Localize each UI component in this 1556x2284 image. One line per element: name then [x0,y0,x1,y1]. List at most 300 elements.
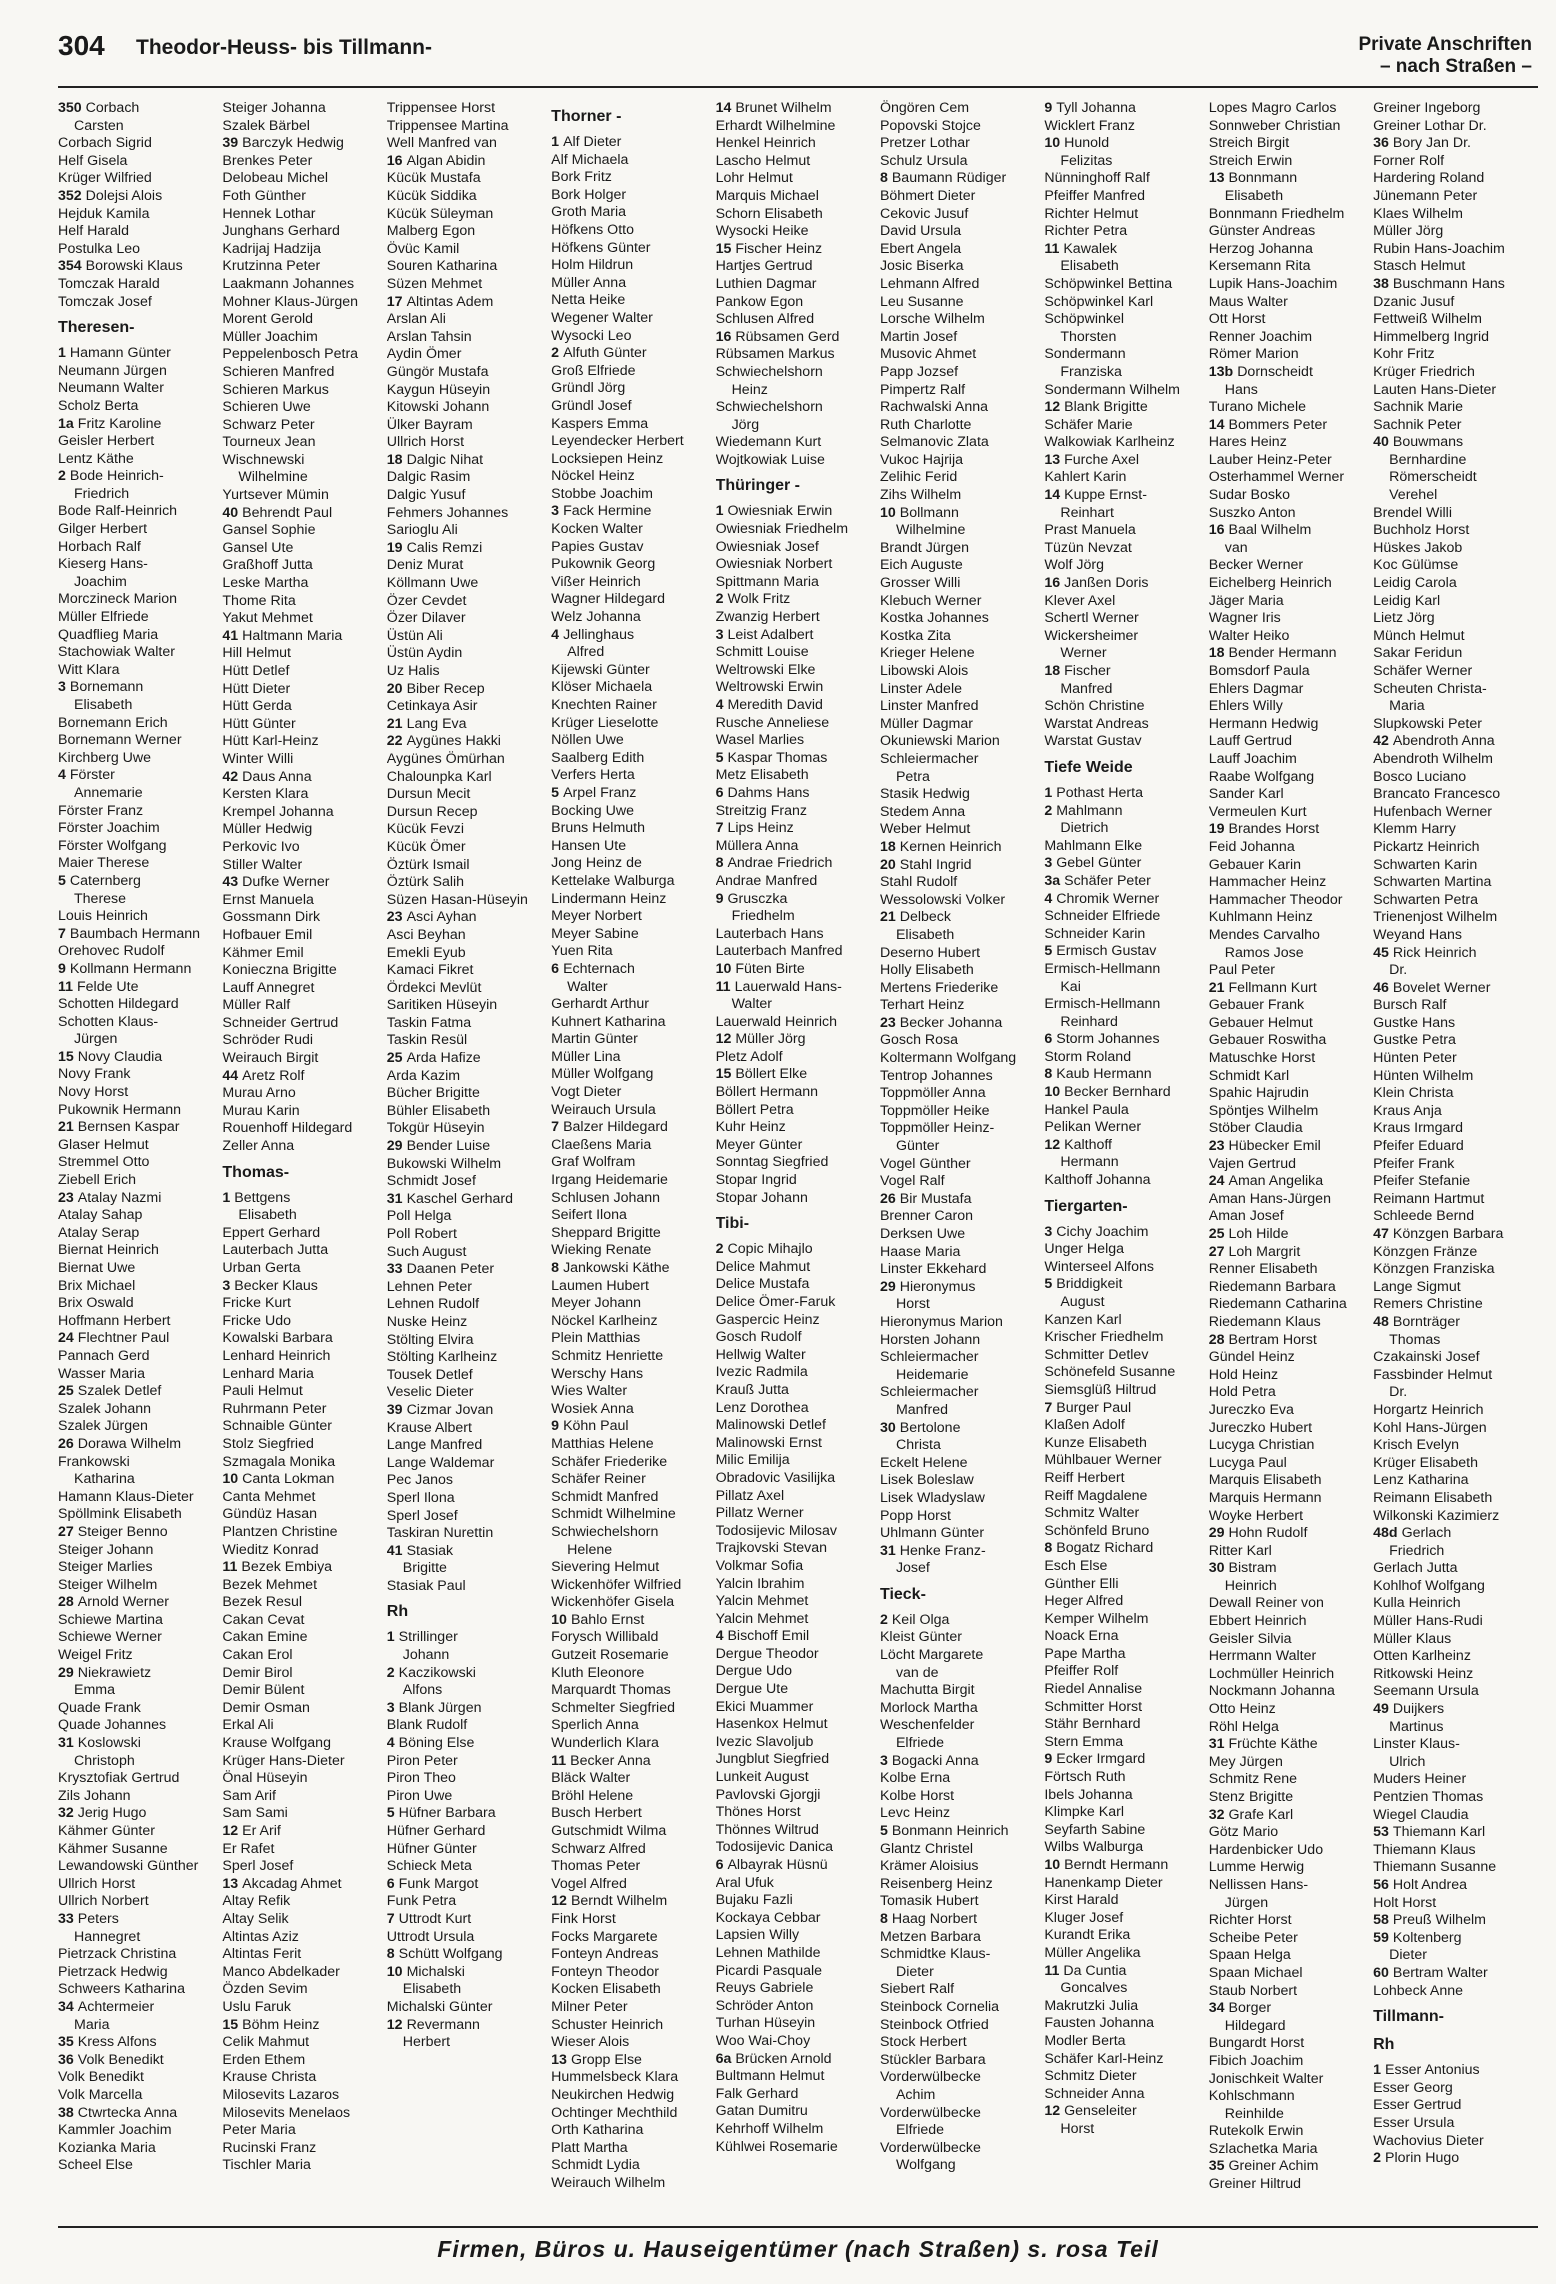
resident-name: Gutschmidt Wilma [551,1823,667,1839]
resident-entry [1209,2071,1373,2089]
resident-name: Stasch Helmut [1373,258,1466,275]
resident-name: Günster Andreas [1208,223,1316,240]
resident-entry [58,627,222,645]
resident-entry [880,540,1044,558]
resident-entry [387,1068,551,1086]
resident-entry [387,980,551,998]
house-number: 45 [1373,944,1389,961]
house-number: 25 [386,1050,403,1067]
resident-entry [551,2087,715,2105]
resident-name: Maus Walter [1208,293,1288,310]
resident-entry [1044,1558,1208,1576]
resident-name: Lapsien Willy [715,1927,800,1944]
resident-entry [880,1858,1044,1876]
resident-name: Könzgen Fränze [1373,1243,1478,1260]
resident-name: Streich Birgit [1208,135,1290,152]
resident-name: Schleiermacher [879,750,979,767]
house-number: 32 [58,1805,74,1822]
resident-name: Lenhard Maria [222,1365,314,1382]
resident-entry [1044,1998,1208,2016]
resident-name: Kozianka Maria [58,2139,156,2156]
resident-entry [1209,2123,1373,2141]
resident-entry [1209,364,1373,382]
resident-name: Achim [895,2086,936,2103]
resident-name: Bistram [1228,1560,1277,1577]
resident-entry [222,1418,386,1436]
resident-name: Linster Ekkehard [879,1261,987,1278]
resident-entry [1373,540,1537,558]
resident-entry [1209,1384,1373,1402]
resident-name: Preuß Wilhelm [1392,1912,1486,1929]
resident-name: Marquardt Thomas [551,1682,671,1699]
resident-entry [716,311,880,329]
resident-name: Czakainski Josef [1373,1349,1480,1366]
resident-entry [1373,769,1537,787]
resident-entry [880,1156,1044,1174]
resident-name: Röhl Helga [1208,1718,1279,1735]
resident-entry [387,874,551,892]
resident-entry [387,909,551,927]
resident-name: Schmitz Rene [1208,1771,1298,1788]
resident-entry [387,276,551,294]
resident-name: Kocken Walter [551,521,643,538]
resident-name: Ullrich Norbert [58,1893,149,1910]
resident-name: Groth Maria [551,204,627,221]
resident-name: Fack Hermine [563,503,652,520]
resident-name: Gerlach Jutta [1373,1560,1458,1577]
resident-name: Wegener Walter [551,309,653,326]
resident-entry [1044,1892,1208,1910]
resident-name: Brancato Francesco [1373,786,1501,803]
resident-entry [1209,170,1373,188]
resident-name: Zihs Wilhelm [879,487,962,504]
resident-name: Hüskes Jakob [1373,539,1463,556]
resident-name: Aman Hans-Jürgen [1208,1190,1331,1207]
resident-entry [551,1154,715,1172]
resident-entry [58,416,222,434]
resident-name: Wysocki Leo [551,327,632,344]
resident-name: Förtsch Ruth [1044,1769,1126,1786]
resident-entry [716,1172,880,1190]
resident-name: Spahic Hajrudin [1208,1085,1309,1102]
resident-entry [222,540,386,558]
house-number: 354 [58,258,82,275]
resident-name: Wicklert Franz [1044,117,1135,134]
resident-name: Gatan Dumitru [715,2103,808,2120]
resident-name: Kamaci Fikret [386,962,474,979]
resident-entry [716,1435,880,1453]
resident-name: Helene [567,1541,613,1558]
resident-name: Borowski Klaus [85,258,183,275]
resident-entry [1044,996,1208,1014]
resident-name: Schulz Ursula [879,152,968,169]
resident-entry [1209,1085,1373,1103]
resident-name: Thorsten [1060,328,1117,345]
resident-name: Da Cuntia [1063,1962,1127,1979]
resident-entry [1044,1470,1208,1488]
resident-entry [1209,1173,1373,1191]
resident-entry [1209,839,1373,857]
resident-name: Eich Auguste [879,557,963,574]
entry-continuation [58,785,222,803]
resident-name: Friedhelm [731,908,795,925]
entry-continuation [1373,1947,1537,1965]
resident-name: Gebauer Helmut [1208,1014,1313,1031]
entry-continuation [58,1682,222,1700]
resident-name: Ivezic Slavoljub [715,1733,814,1750]
resident-name: Schmitz Walter [1044,1505,1140,1522]
resident-name: Sam Sami [222,1805,288,1822]
resident-entry [58,1823,222,1841]
resident-name: Hares Heinz [1208,434,1287,451]
house-number: 7 [1044,1399,1053,1416]
resident-name: Hüfner Günter [386,1840,477,1857]
resident-entry [551,855,715,873]
resident-name: Bornemann [69,679,144,696]
resident-name: Bursch Ralf [1373,997,1447,1014]
resident-name: Bogacki Anna [891,1752,979,1769]
resident-entry [1044,1945,1208,1963]
resident-name: Pfeifer Eduard [1373,1138,1464,1155]
resident-entry [387,997,551,1015]
resident-entry [58,468,222,486]
resident-name: Brenkes Peter [222,152,313,169]
resident-name: Hohn Rudolf [1228,1525,1308,1542]
house-number: 12 [715,1031,732,1048]
resident-name: Scheel Else [58,2157,133,2174]
resident-entry [551,240,715,258]
resident-name: Bonmann Heinrich [891,1823,1009,1839]
resident-entry [880,698,1044,716]
house-number: 17 [386,293,403,310]
resident-name: Modler Berta [1044,2032,1126,2049]
resident-entry [880,1032,1044,1050]
resident-name: Steiger Wilhelm [58,1576,158,1593]
resident-entry [1373,2150,1537,2168]
resident-name: Libowski Alois [879,663,969,679]
resident-name: Bezek Resul [222,1594,303,1611]
resident-entry [387,1665,551,1683]
resident-entry [1209,434,1373,452]
resident-name: Cizmar Jovan [406,1401,494,1418]
resident-entry [222,1050,386,1068]
resident-name: Horbach Ralf [58,538,141,555]
resident-name: Nellissen Hans- [1208,1876,1309,1893]
resident-entry [222,751,386,769]
entry-continuation [551,644,715,662]
resident-entry [716,521,880,539]
resident-entry [387,1120,551,1138]
resident-entry [1209,593,1373,611]
resident-entry [716,153,880,171]
resident-entry [880,1314,1044,1332]
entry-continuation [880,769,1044,787]
resident-entry [551,891,715,909]
resident-name: August [1060,1294,1105,1310]
house-number: 40 [222,504,239,521]
resident-entry [387,188,551,206]
resident-name: Biernat Heinrich [58,1242,159,1259]
resident-entry [222,135,386,153]
street-heading: Thüringer - [715,477,800,495]
resident-entry [222,1805,386,1823]
house-number: 46 [1373,979,1389,996]
resident-entry [58,1858,222,1876]
resident-entry [222,1524,386,1542]
resident-entry [222,2034,386,2052]
resident-name: Glantz Christel [879,1840,973,1857]
resident-entry [1044,575,1208,593]
resident-name: Thiemann Karl [1392,1824,1486,1841]
resident-entry [1044,188,1208,206]
resident-name: Hermann [1060,1154,1119,1171]
resident-entry [551,1841,715,1859]
resident-entry [551,1242,715,1260]
resident-name: Haltmann Maria [242,627,343,644]
resident-entry [1209,2176,1373,2194]
resident-name: Tüzün Nevzat [1044,539,1132,556]
resident-entry [387,118,551,136]
resident-name: Hüfner Barbara [398,1805,496,1822]
resident-name: Canta Lokman [242,1471,335,1488]
street-heading: Tiergarten- [1044,1197,1128,1215]
resident-entry [880,839,1044,857]
resident-name: Fettweiß Wilhelm [1373,311,1482,328]
resident-entry [1373,1279,1537,1297]
resident-name: Revermann [406,2016,480,2033]
resident-entry [58,1383,222,1401]
resident-entry [58,855,222,873]
resident-entry [551,433,715,451]
resident-entry [551,539,715,557]
resident-name: Müller Anna [551,274,627,291]
resident-entry [716,503,880,521]
resident-name: Lehnen Rudolf [386,1296,480,1313]
resident-name: Schwarten Karin [1373,856,1478,873]
entry-continuation [1044,258,1208,276]
resident-name: Seyfarth Sabine [1044,1821,1146,1838]
resident-entry [551,1524,715,1542]
resident-entry [222,1964,386,1982]
entry-continuation [1209,1578,1373,1596]
resident-entry [1209,786,1373,804]
resident-name: Streich Erwin [1208,152,1293,169]
entry-continuation [1373,452,1537,470]
resident-name: Okuniewski Marion [879,733,1000,750]
page-header [58,26,1538,88]
resident-name: Carsten [74,117,124,134]
resident-entry [716,1769,880,1787]
resident-entry [58,2105,222,2123]
resident-name: Uslu Faruk [222,1998,291,2015]
resident-entry [1373,188,1537,206]
house-number: 9 [58,960,66,977]
resident-name: Arda Hafize [406,1050,481,1067]
resident-entry [387,1437,551,1455]
resident-name: Esser Ursula [1373,2114,1455,2131]
resident-entry [58,1717,222,1735]
resident-name: Saritiken Hüseyin [386,997,498,1014]
resident-name: Schäfer Reiner [551,1471,646,1488]
resident-entry [551,961,715,979]
resident-name: Kücük Fevzi [386,821,465,838]
resident-entry [1209,1120,1373,1138]
resident-entry [222,1015,386,1033]
page-footer [58,2226,1538,2270]
resident-name: Atalay Sahap [58,1207,143,1224]
resident-name: Todosijevic Milosav [715,1522,837,1539]
resident-name: Peter Maria [222,2122,296,2139]
resident-name: Schleiermacher [879,1384,979,1401]
resident-entry [551,1577,715,1595]
resident-name: Dergue Ute [715,1681,789,1698]
resident-entry [1209,1824,1373,1842]
resident-entry [551,292,715,310]
resident-entry [1373,681,1537,699]
resident-name: Szalek Johann [58,1400,152,1417]
resident-name: Kohlschmann [1208,2088,1295,2105]
resident-entry [222,804,386,822]
resident-name: Marquis Michael [715,187,819,204]
resident-entry [880,1279,1044,1297]
resident-entry [222,593,386,611]
resident-entry [58,1999,222,2017]
resident-entry [716,697,880,715]
resident-name: Renner Joachim [1208,328,1313,345]
resident-entry [222,223,386,241]
resident-name: Piron Theo [386,1770,456,1787]
resident-name: Weigel Fritz [58,1647,133,1664]
resident-name: Andrae Manfred [715,872,818,889]
resident-name: Schönefeld Susanne [1044,1364,1176,1381]
resident-entry [58,1348,222,1366]
resident-entry [880,1472,1044,1490]
resident-entry [716,1102,880,1120]
resident-name: Novy Horst [58,1084,129,1101]
resident-entry [387,1805,551,1823]
house-number: 3 [1044,855,1053,872]
resident-name: Kaschel Gerhard [406,1190,514,1207]
resident-name: Becker Werner [1208,557,1304,574]
resident-name: Hieronymus [899,1278,976,1295]
resident-name: Lauber Heinz-Peter [1208,451,1332,468]
resident-name: Stopar Ingrid [715,1172,797,1189]
resident-entry [387,399,551,417]
resident-entry [716,855,880,873]
resident-entry [880,258,1044,276]
resident-entry [551,451,715,469]
resident-entry [1209,1701,1373,1719]
resident-entry [222,575,386,593]
resident-name: Falk Gerhard [715,2085,799,2102]
house-number: 12 [386,2016,403,2033]
house-number: 1 [386,1629,395,1646]
house-number: 9 [715,890,724,907]
resident-entry [551,873,715,891]
resident-entry [1373,118,1537,136]
resident-name: Bir Mustafa [899,1190,972,1207]
house-number: 39 [222,135,239,152]
resident-entry [551,1717,715,1735]
directory-column [880,100,1044,2215]
resident-name: Pukownik Hermann [58,1101,182,1118]
resident-entry [551,1858,715,1876]
resident-name: Lopes Magro Carlos [1208,100,1337,116]
resident-name: Koltenberg [1392,1929,1462,1946]
resident-entry [58,206,222,224]
resident-entry [222,610,386,628]
resident-entry [222,452,386,470]
resident-entry [58,1207,222,1225]
resident-entry [551,1330,715,1348]
resident-entry [1209,1261,1373,1279]
house-number: 24 [1208,1173,1225,1190]
resident-name: van de [895,1664,939,1681]
resident-entry [551,2140,715,2158]
resident-entry [1209,698,1373,716]
resident-entry [222,1295,386,1313]
resident-name: Krause Christa [222,2069,317,2086]
resident-name: Walter Heiko [1208,627,1290,644]
entry-continuation [1373,1754,1537,1772]
footer-note: Firmen, Büros u. Hauseigentümer (nach Straßen) s. rosa Teil [437,2236,1159,2262]
house-number: 25 [58,1383,74,1400]
house-number: 27 [1208,1243,1225,1260]
resident-name: Bungardt Horst [1208,2035,1305,2052]
resident-name: Schäfer Friederike [551,1453,668,1470]
resident-entry [222,1911,386,1929]
resident-name: Marquis Elisabeth [1208,1472,1322,1489]
resident-name: Lisek Boleslaw [879,1472,974,1489]
resident-name: Müller Hans-Rudi [1373,1613,1483,1630]
resident-name: Streitzig Franz [715,802,808,819]
resident-entry [387,311,551,329]
directory-column [716,100,880,2215]
resident-name: Uhlmann Günter [879,1525,985,1542]
resident-entry [58,1946,222,1964]
resident-name: Blank Brigitte [1064,399,1148,416]
house-number: 38 [1373,275,1389,292]
resident-name: Süzen Mehmet [386,275,483,292]
resident-entry [1209,1842,1373,1860]
resident-entry [387,1402,551,1420]
resident-entry [716,1628,880,1646]
resident-name: Meyer Günter [715,1136,803,1153]
resident-name: Pfeiffer Manfred [1044,187,1146,204]
resident-entry [1209,505,1373,523]
resident-entry [716,574,880,592]
entry-continuation [551,979,715,997]
resident-entry [58,820,222,838]
resident-entry [880,1823,1044,1841]
resident-entry [716,873,880,891]
resident-entry [387,1999,551,2017]
resident-name: Riedemann Klaus [1208,1313,1321,1330]
resident-entry [1209,663,1373,681]
resident-name: Schönfeld Bruno [1044,1522,1150,1539]
resident-name: Ördekci Mevlüt [386,979,482,996]
resident-entry [1209,1208,1373,1226]
resident-entry [387,294,551,312]
house-number: 40 [1373,434,1389,451]
resident-entry [222,1946,386,1964]
resident-entry [1209,1015,1373,1033]
resident-entry [880,170,1044,188]
resident-name: Brenner Caron [879,1208,974,1225]
house-number: 48d [1373,1525,1398,1542]
resident-name: Laakmann Johannes [222,275,355,292]
resident-entry [1373,2133,1537,2151]
